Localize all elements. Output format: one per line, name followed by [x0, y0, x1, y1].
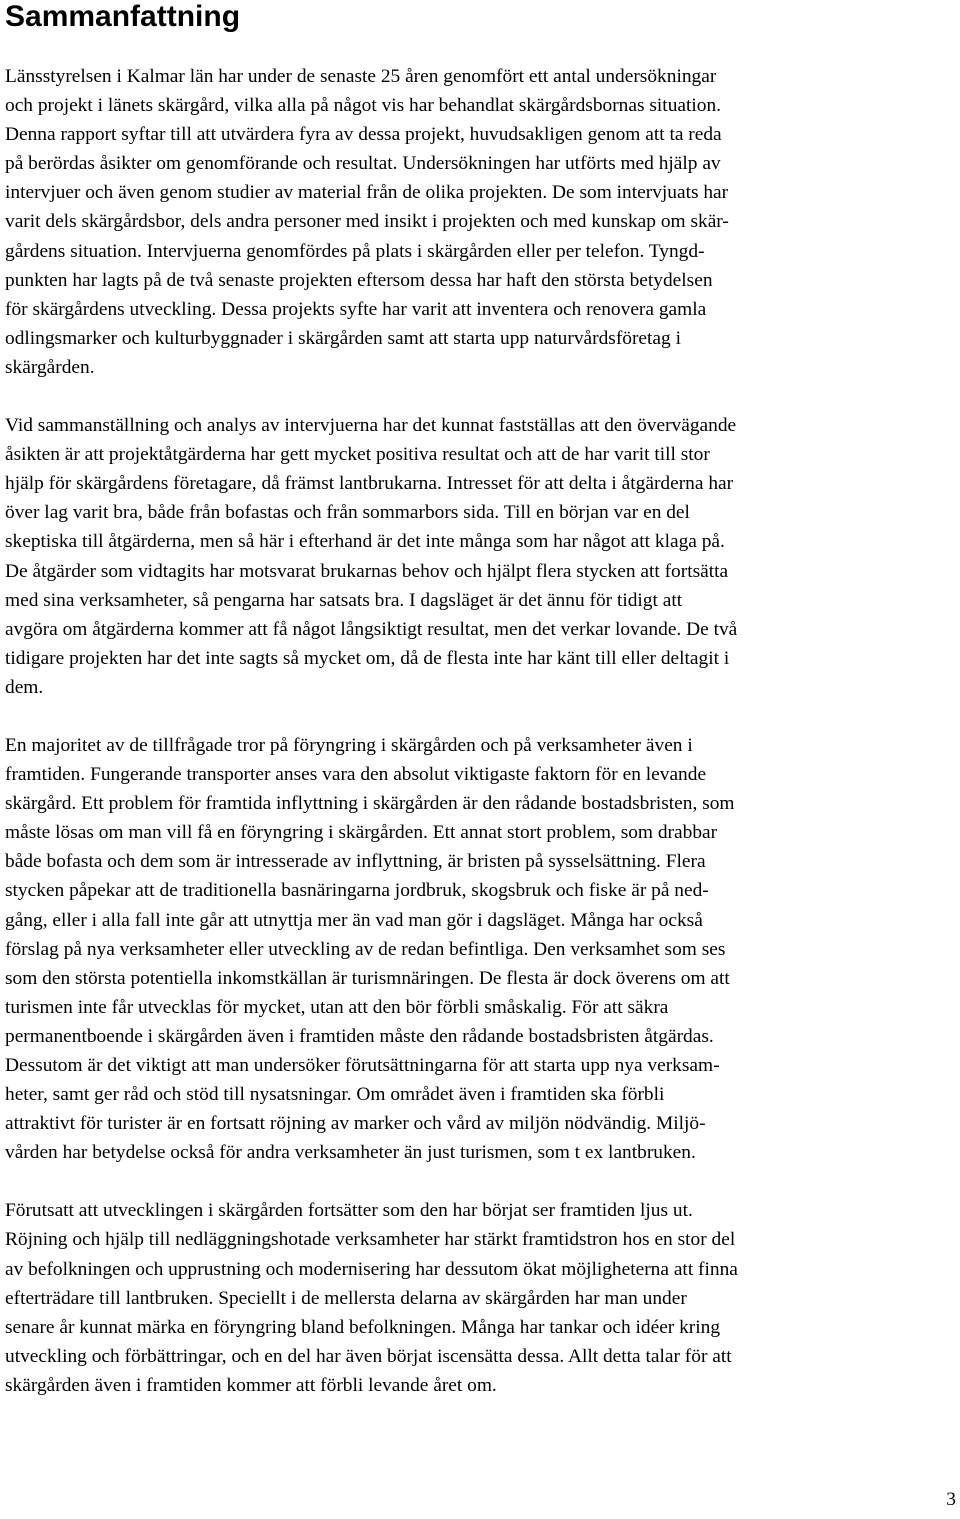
text-line: utveckling och förbättringar, och en del har även börjat iscensätta dessa. Allt detta talar för att [5, 1345, 732, 1367]
text-line: punkten har lagts på de två senaste projekten eftersom dessa har haft den största betydelsen [5, 269, 713, 291]
text-line: En majoritet av de tillfrågade tror på föryngring i skärgården och på verksamheter även i [5, 734, 693, 756]
text-line: stycken påpekar att de traditionella basnäringarna jordbruk, skogsbruk och fiske är på ned- [5, 880, 709, 902]
paragraph [5, 731, 953, 1167]
text-line: skeptiska till åtgärderna, men så här i efterhand är det inte många som har något att klaga på. [5, 531, 725, 553]
text-line: heter, samt ger råd och stöd till nysatsningar. Om området även i framtiden ska förbli [5, 1084, 665, 1106]
text-line: odlingsmarker och kulturbyggnader i skärgården samt att starta upp naturvårdsföretag i [5, 327, 681, 349]
text-line: tidigare projekten har det inte sagts så mycket om, då de flesta inte har känt till eller deltagit i [5, 647, 730, 669]
text-line: intervjuer och även genom studier av material från de olika projekten. De som intervjuats har [5, 182, 729, 204]
text-line: och projekt i länets skärgård, vilka alla på något vis har behandlat skärgårdsbornas situation. [5, 95, 722, 117]
paragraph [5, 411, 953, 702]
text-line: på berördas åsikter om genomförande och resultat. Undersökningen har utförts med hjälp av [5, 153, 721, 175]
text-line: med sina verksamheter, så pengarna har satsats bra. I dagsläget är det ännu för tidigt att [5, 589, 683, 611]
text-line: Länsstyrelsen i Kalmar län har under de senaste 25 åren genomfört ett antal undersökningar [5, 66, 717, 87]
text-line: över lag varit bra, både från bofastas och från sommarbors sida. Till en början var en del [5, 502, 690, 524]
text-line: gårdens situation. Intervjuerna genomfördes på plats i skärgården eller per telefon. Tyngd- [5, 240, 705, 262]
body-text [5, 62, 953, 1429]
text-line: framtiden. Fungerande transporter anses vara den absolut viktigaste faktorn för en levande [5, 764, 707, 786]
text-line: skärgård. Ett problem för framtida inflyttning i skärgården är den rådande bostadsbristen, som [5, 793, 735, 815]
text-line: måste lösas om man vill få en föryngring i skärgården. Ett annat stort problem, som drabbar [5, 822, 718, 844]
paragraph [5, 62, 953, 382]
text-line: skärgården. [5, 356, 95, 378]
text-line: vården har betydelse också för andra verksamheter än just turismen, som t ex lantbruken. [5, 1142, 696, 1164]
text-line: efterträdare till lantbruken. Speciellt i de mellersta delarna av skärgården har man under [5, 1287, 687, 1309]
text-line: dem. [5, 676, 44, 698]
text-line: senare år kunnat märka en föryngring bland befolkningen. Många har tankar och idéer kring [5, 1316, 721, 1338]
text-line: varit dels skärgårdsbor, dels andra personer med insikt i projekten och med kunskap om skär- [5, 211, 729, 233]
text-line: Denna rapport syftar till att utvärdera fyra av dessa projekt, huvudsakligen genom att ta reda [5, 124, 722, 146]
text-line: gång, eller i alla fall inte går att utnyttja mer än vad man gör i dagsläget. Många har också [5, 909, 703, 931]
text-line: Röjning och hjälp till nedläggningshotade verksamheter har stärkt framtidstron hos en stor del [5, 1229, 736, 1251]
paragraph [5, 1196, 953, 1400]
text-line: Vid sammanställning och analys av intervjuerna har det kunnat fastställas att den övervägande [5, 415, 737, 437]
text-line: hjälp för skärgårdens företagare, då främst lantbrukarna. Intresset för att delta i åtgärderna har [5, 473, 734, 495]
text-line: De åtgärder som vidtagits har motsvarat brukarnas behov och hjälpt flera stycken att fortsätta [5, 560, 729, 582]
text-line: attraktivt för turister är en fortsatt röjning av marker och vård av miljön nödvändig. Miljö- [5, 1113, 706, 1135]
text-line: som den största potentiella inkomstkällan är turismnäringen. De flesta är dock överens om att [5, 967, 730, 989]
text-line: av befolkningen och upprustning och modernisering har dessutom ökat möjligheterna att finna [5, 1258, 738, 1280]
text-line: permanentboende i skärgården även i framtiden måste den rådande bostadsbristen åtgärdas. [5, 1025, 714, 1047]
text-line: Dessutom är det viktigt att man undersöker förutsättningarna för att starta upp nya verksam- [5, 1055, 720, 1076]
text-line: både bofasta och dem som är intresserade av inflyttning, är bristen på sysselsättning. Flera [5, 851, 706, 873]
text-line: förslag på nya verksamheter eller utveckling av de redan befintliga. Den verksamhet som ses [5, 938, 726, 960]
text-line: skärgården även i framtiden kommer att förbli levande året om. [5, 1374, 497, 1396]
text-line: för skärgårdens utveckling. Dessa projekts syfte har varit att inventera och renovera gamla [5, 298, 707, 320]
text-line: Förutsatt att utvecklingen i skärgården fortsätter som den har börjat ser framtiden ljus ut. [5, 1200, 693, 1222]
text-line: turismen inte får utvecklas för mycket, utan att den bör förbli småskalig. För att säkra [5, 996, 669, 1018]
page-number: 3 [946, 1489, 956, 1510]
text-line: avgöra om åtgärderna kommer att få något långsiktigt resultat, men det verkar lovande. De två [5, 618, 738, 640]
page-title: Sammanfattning [5, 0, 241, 33]
text-line: åsikten är att projektåtgärderna har gett mycket positiva resultat och att de har varit till stor [5, 444, 710, 466]
